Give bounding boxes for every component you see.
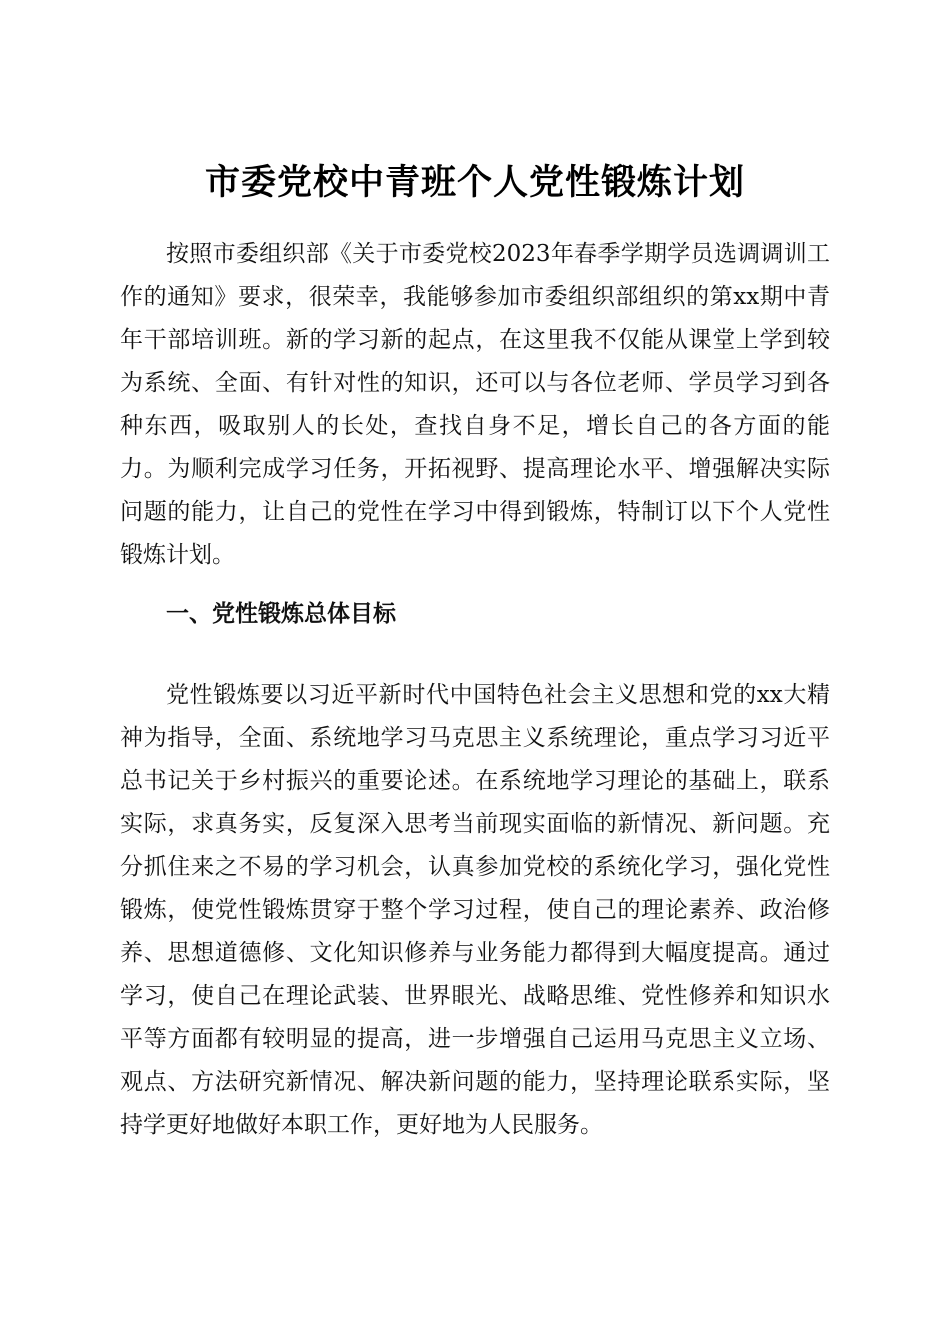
goals-paragraph: 党性锻炼要以习近平新时代中国特色社会主义思想和党的xx大精神为指导，全面、系统地学习马克思主义系统理论，重点学习习近平总书记关于乡村振兴的重要论述。在系统地学习理论的基础上，联系实际，求真务实，反复深入思考当前现实面临的新情况、新问题。充分抓住来之不易的学习机会，认真参加党校的系统化学习，强化党性锻炼，使党性锻炼贯穿于整个学习过程，使自己的理论素养、政治修养、思想道德修、文化知识修养与业务能力都得到大幅度提高。通过学习，使自己在理论武装、世界眼光、战略思维、党性修养和知识水平等方面都有较明显的提高，进一步增强自己运用马克思主义立场、观点、方法研究新情况、解决新问题的能力，坚持理论联系实际，坚持学更好地做好本职工作，更好地为人民服务。	[120, 682, 830, 1138]
document-title: 市委党校中青班个人党性锻炼计划	[204, 162, 745, 204]
intro-paragraph: 按照市委组织部《关于市委党校2023年春季学期学员选调调训工作的通知》要求，很荣幸，我能够参加市委组织部组织的第xx期中青年干部培训班。新的学习新的起点，在这里我不仅能从课堂上学到较为系统、全面、有针对性的知识，还可以与各位老师、学员学习到各种东西，吸取别人的长处，查找自身不足，增长自己的各方面的能力。为顺利完成学习任务，开拓视野、提高理论水平、增强解决实际问题的能力，让自己的党性在学习中得到锻炼，特制订以下个人党性锻炼计划。	[120, 241, 830, 568]
section-heading-goals: 一、党性锻炼总体目标	[166, 601, 396, 627]
